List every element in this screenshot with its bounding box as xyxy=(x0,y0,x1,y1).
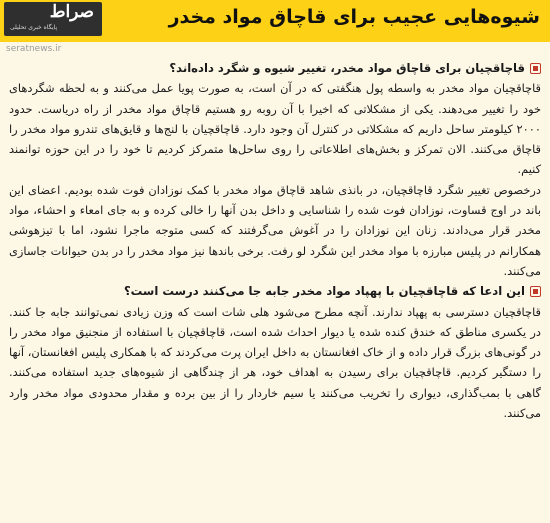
site-url: seratnews.ir xyxy=(6,44,62,54)
logo-subtitle: پایگاه خبری تحلیلی xyxy=(10,24,58,31)
bullet-icon xyxy=(530,286,541,297)
page-title: شیوه‌هایی عجیب برای قاچاق مواد مخدر xyxy=(168,6,540,28)
answer-paragraph: قاچاقچیان دسترسی به پهپاد ندارند. آنچه مطرح می‌شود هلی شات است که وزن زیادی نمی‌توانند جابه جا کنند. در یکسری مناطق که خندق کنده شده یا دیوار احداث شده است، قاچاقچیان با استفاده از منجنیق مواد مخدر را در گونی‌های بزرگ قرار داده و از خاک افغانستان به داخل ایران پرت می‌کردند که با همکاری پلیس افغانستان، آنها را دستگیر کردیم. قاچاقچیان برای رسیدن به اهداف خود، هر از چندگاهی از شیوه‌های جدید استفاده می‌کنند. گاهی با بمب‌گذاری، دیواری را تخریب می‌کنند یا سیم خاردار را از بین برده و مقدار محدودی مواد مخدر وارد می‌کنند. xyxy=(9,304,541,421)
logo-title: صراط xyxy=(49,2,94,22)
site-logo[interactable] xyxy=(4,2,102,36)
article-body xyxy=(0,58,550,523)
header-bar xyxy=(0,0,550,42)
question-heading xyxy=(9,281,541,301)
answer-paragraph: درخصوص تغییر شگرد قاچاقچیان، در بانذی شاهد قاچاق مواد مخدر با کمک نوزادان فوت شده بودیم. اعضای این باند در اوج قساوت، نوزادان فوت شده را شناسایی و داخل بدن آنها را خالی کرده و به جای امعاء و احشاء، مواد مخدر قرار می‌دادند. زنان این نوزادان را در آغوش می‌گرفتند که کسی متوجه ماجرا نشود، اما با تیزهوشی همکارانم در پلیس مبارزه با مواد مخدر این شگرد لو رفت. برخی باندها نیز مواد مخدر را در بدن حیوانات جاسازی می‌کنند. xyxy=(9,182,541,278)
question-text: این ادعا که قاچاقچیان با پهپاد مواد مخدر جابه جا می‌کنند درست است؟ xyxy=(123,284,525,299)
question-heading xyxy=(9,58,541,78)
answer-paragraph: قاچاقچیان مواد مخدر به واسطه پول هنگفتی که در آن است، به صورت پویا عمل می‌کنند و به لحظه شگردهای خود را تغییر می‌دهند. یکی از مشکلاتی که اخیرا با آن روبه رو هستیم قاچاق مواد مخدر از راه دریاست. حدود ۲۰۰۰ کیلومتر ساحل داریم که مشکلاتی در کنترل آن وجود دارد. قاچاقچیان با لنج‌ها و قایق‌های تندرو مواد مخدر را قاچاق می‌کنند. الان تمرکز و بخش‌های اطلاعاتی را روی ساحل‌ها متمرکز کردیم تا خود را در این حوزه توانمند کنیم. xyxy=(9,81,541,177)
question-text: قاچاقچیان برای قاچاق مواد مخدر، تغییر شیوه و شگرد داده‌اند؟ xyxy=(169,61,525,75)
bullet-icon xyxy=(530,63,541,74)
